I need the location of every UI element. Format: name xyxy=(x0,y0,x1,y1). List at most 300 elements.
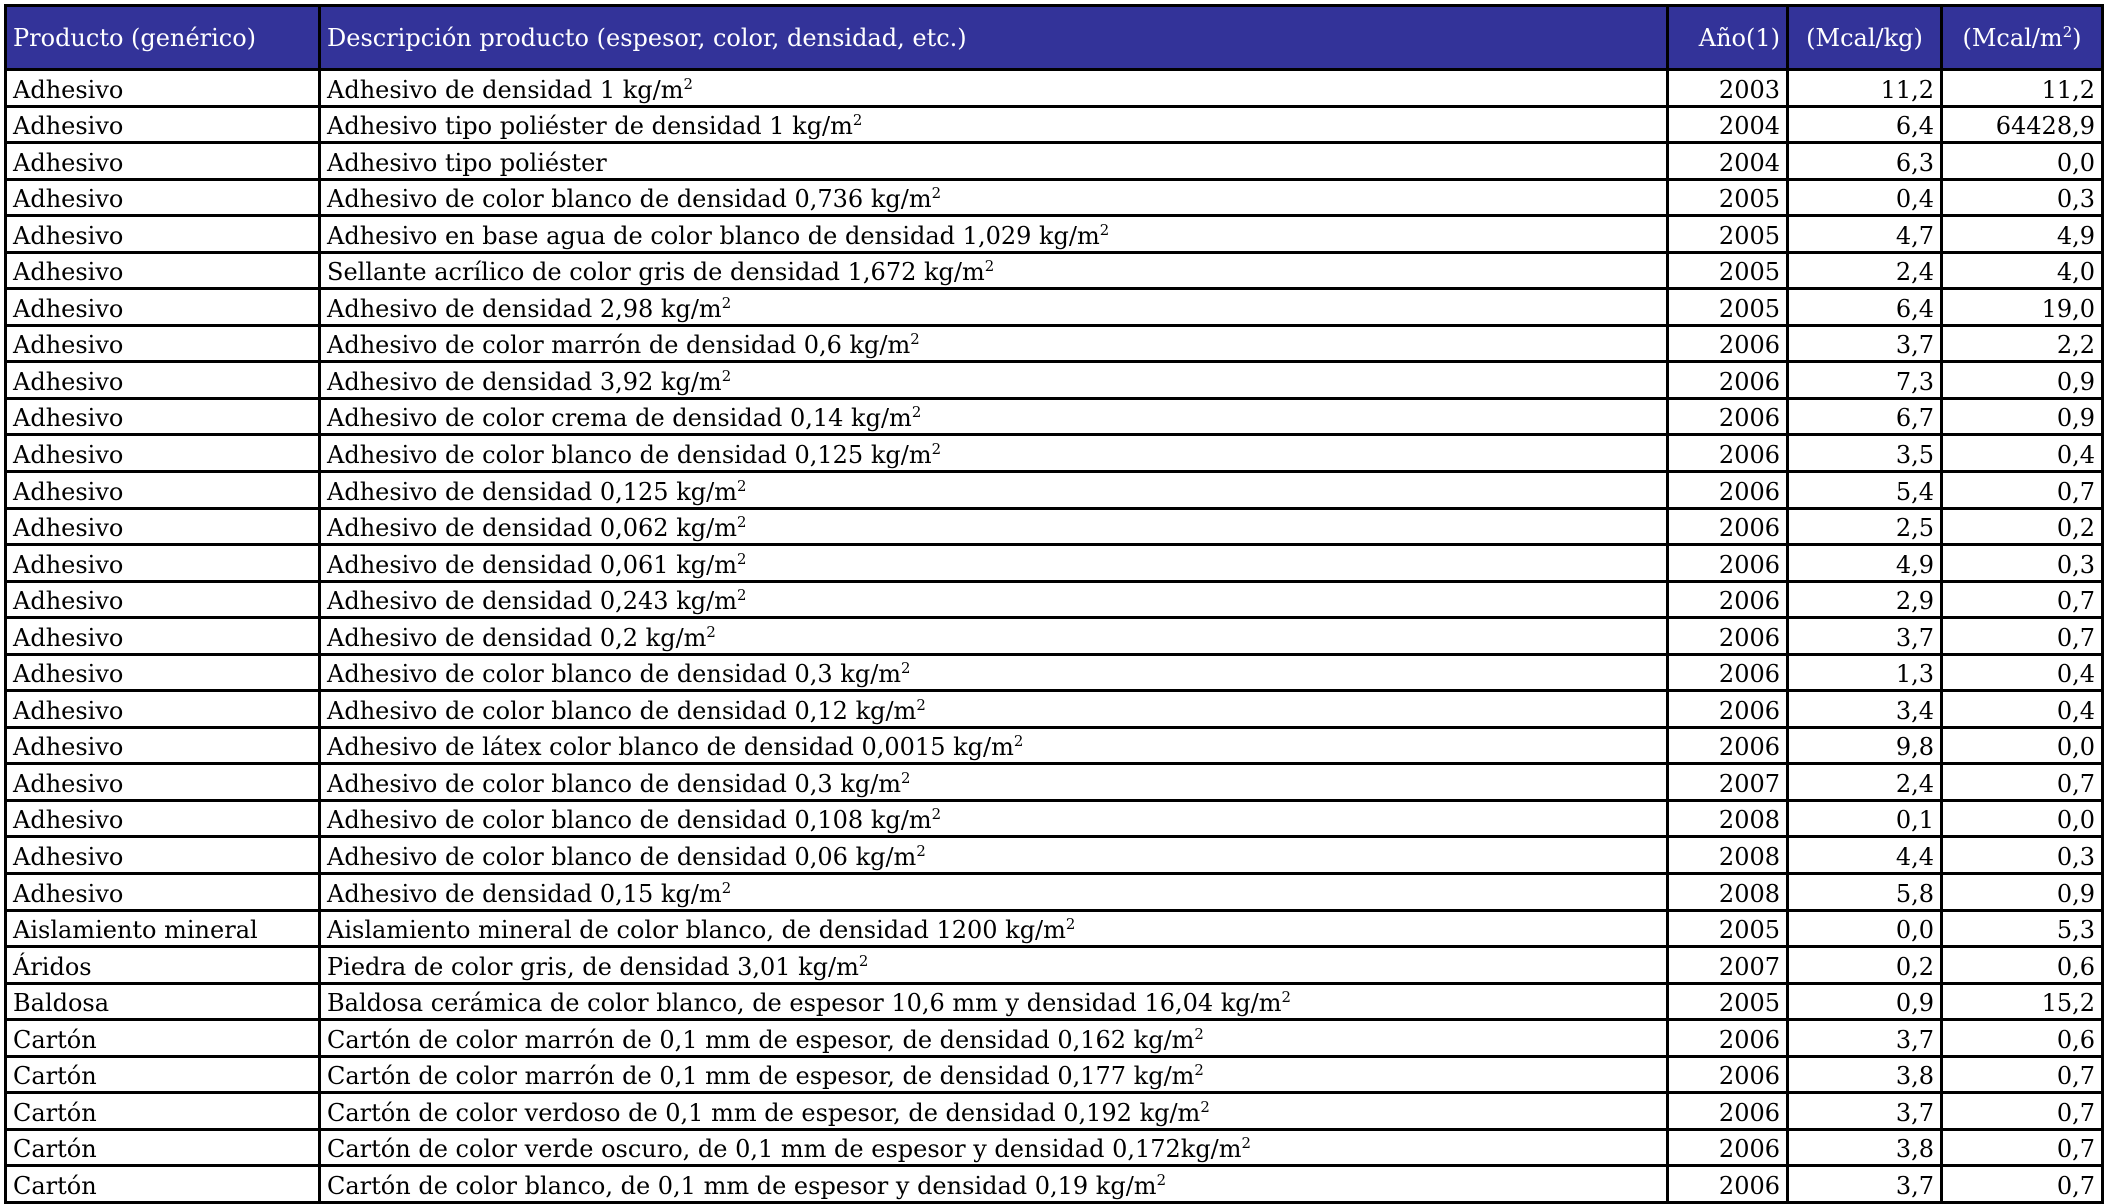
cell-description-text: Adhesivo de densidad 0,243 kg/m xyxy=(327,587,737,616)
cell-year-text: 2008 xyxy=(1718,843,1780,872)
cell-mcal-kg-text: 2,4 xyxy=(1895,769,1934,798)
cell-year-text: 2006 xyxy=(1718,1135,1780,1164)
cell-year-text: 2005 xyxy=(1718,989,1780,1018)
cell-product-text: Adhesivo xyxy=(13,185,124,214)
cell-mcal-m2-text: 0,7 xyxy=(2056,1171,2095,1200)
cell-mcal-kg xyxy=(1788,362,1942,399)
cell-mcal-m2 xyxy=(1942,581,2103,618)
cell-year xyxy=(1668,252,1788,289)
unit-superscript: 2 xyxy=(1013,732,1024,751)
cell-description-text: Adhesivo de látex color blanco de densidad 0,0015 kg/m xyxy=(327,733,1014,762)
unit-superscript: 2 xyxy=(852,111,863,130)
cell-mcal-m2-text: 2,2 xyxy=(2056,331,2095,360)
cell-year-text: 2006 xyxy=(1718,1025,1780,1054)
cell-product xyxy=(6,947,320,984)
cell-year xyxy=(1668,874,1788,911)
cell-mcal-m2 xyxy=(1942,1020,2103,1057)
cell-mcal-m2-text: 4,9 xyxy=(2056,221,2095,250)
header-mcal-kg: (Mcal/kg) xyxy=(1788,6,1942,70)
cell-product xyxy=(6,910,320,947)
cell-description xyxy=(320,727,1668,764)
cell-mcal-kg xyxy=(1788,800,1942,837)
cell-description-text: Adhesivo de color blanco de densidad 0,06 kg/m xyxy=(327,843,917,872)
cell-mcal-kg xyxy=(1788,106,1942,143)
cell-product xyxy=(6,1020,320,1057)
cell-mcal-m2-text: 0,7 xyxy=(2056,587,2095,616)
cell-product-text: Cartón xyxy=(13,1025,97,1054)
cell-product-text: Áridos xyxy=(13,952,92,981)
cell-description-text: Adhesivo de densidad 0,061 kg/m xyxy=(327,550,737,579)
header-mcal-m2-sup: 2 xyxy=(2062,22,2073,41)
cell-product-text: Adhesivo xyxy=(13,623,124,652)
cell-mcal-kg xyxy=(1788,545,1942,582)
cell-mcal-kg-text: 6,4 xyxy=(1895,112,1934,141)
cell-mcal-kg xyxy=(1788,70,1942,107)
cell-mcal-m2-text: 0,7 xyxy=(2056,477,2095,506)
cell-year xyxy=(1668,325,1788,362)
table-row xyxy=(6,837,2103,874)
cell-description-text: Cartón de color verdoso de 0,1 mm de espesor, de densidad 0,192 kg/m xyxy=(327,1098,1201,1127)
cell-year-text: 2006 xyxy=(1718,1098,1780,1127)
table-row xyxy=(6,764,2103,801)
cell-description xyxy=(320,947,1668,984)
cell-product xyxy=(6,70,320,107)
table-row xyxy=(6,691,2103,728)
cell-year-text: 2006 xyxy=(1718,623,1780,652)
cell-mcal-kg-text: 0,9 xyxy=(1895,989,1934,1018)
cell-description-text: Adhesivo de densidad 0,2 kg/m xyxy=(327,623,707,652)
cell-mcal-kg xyxy=(1788,398,1942,435)
cell-product xyxy=(6,216,320,253)
cell-mcal-m2-text: 0,4 xyxy=(2056,660,2095,689)
cell-year-text: 2005 xyxy=(1718,185,1780,214)
cell-product xyxy=(6,508,320,545)
cell-year-text: 2006 xyxy=(1718,404,1780,433)
cell-description xyxy=(320,435,1668,472)
cell-mcal-m2 xyxy=(1942,1056,2103,1093)
cell-mcal-m2 xyxy=(1942,691,2103,728)
cell-product-text: Adhesivo xyxy=(13,258,124,287)
table-row xyxy=(6,289,2103,326)
cell-year xyxy=(1668,1020,1788,1057)
cell-description xyxy=(320,581,1668,618)
cell-year xyxy=(1668,800,1788,837)
cell-description xyxy=(320,362,1668,399)
cell-product-text: Adhesivo xyxy=(13,769,124,798)
cell-mcal-kg-text: 6,4 xyxy=(1895,294,1934,323)
cell-mcal-m2 xyxy=(1942,325,2103,362)
cell-description xyxy=(320,800,1668,837)
cell-mcal-m2-text: 19,0 xyxy=(2041,294,2095,323)
unit-superscript: 2 xyxy=(1281,988,1291,1007)
cell-mcal-m2-text: 0,0 xyxy=(2056,733,2095,762)
cell-year-text: 2004 xyxy=(1718,112,1780,141)
cell-mcal-kg-text: 3,8 xyxy=(1895,1062,1934,1091)
cell-description xyxy=(320,179,1668,216)
cell-mcal-m2-text: 0,9 xyxy=(2056,404,2095,433)
cell-description-text: Baldosa cerámica de color blanco, de espesor 10,6 mm y densidad 16,04 kg/m xyxy=(327,989,1282,1018)
table-row xyxy=(6,581,2103,618)
cell-product-text: Adhesivo xyxy=(13,331,124,360)
cell-year xyxy=(1668,654,1788,691)
cell-product-text: Adhesivo xyxy=(13,477,124,506)
cell-product xyxy=(6,252,320,289)
cell-year xyxy=(1668,70,1788,107)
cell-mcal-kg-text: 6,7 xyxy=(1895,404,1934,433)
cell-mcal-kg-text: 0,0 xyxy=(1895,916,1934,945)
cell-year xyxy=(1668,910,1788,947)
cell-year xyxy=(1668,398,1788,435)
cell-mcal-kg xyxy=(1788,691,1942,728)
cell-mcal-m2 xyxy=(1942,654,2103,691)
cell-year xyxy=(1668,727,1788,764)
cell-mcal-m2 xyxy=(1942,983,2103,1020)
cell-description-text: Adhesivo de densidad 0,062 kg/m xyxy=(327,514,737,543)
cell-mcal-m2-text: 0,4 xyxy=(2056,696,2095,725)
unit-superscript: 2 xyxy=(911,403,922,422)
cell-product-text: Adhesivo xyxy=(13,221,124,250)
cell-mcal-kg xyxy=(1788,508,1942,545)
unit-superscript: 2 xyxy=(931,440,942,459)
cell-product xyxy=(6,1093,320,1130)
cell-year xyxy=(1668,1129,1788,1166)
cell-description-text: Cartón de color verde oscuro, de 0,1 mm de espesor y densidad 0,172kg/m xyxy=(327,1135,1242,1164)
table-row xyxy=(6,1020,2103,1057)
cell-mcal-m2-text: 0,7 xyxy=(2056,1135,2095,1164)
cell-mcal-kg xyxy=(1788,874,1942,911)
cell-mcal-kg xyxy=(1788,1093,1942,1130)
cell-year-text: 2007 xyxy=(1718,952,1780,981)
cell-mcal-kg-text: 7,3 xyxy=(1895,367,1934,396)
header-description: Descripción producto (espesor, color, densidad, etc.) xyxy=(320,6,1668,70)
cell-year-text: 2008 xyxy=(1718,879,1780,908)
table-row xyxy=(6,1129,2103,1166)
cell-description-text: Adhesivo de densidad 3,92 kg/m xyxy=(327,367,722,396)
unit-superscript: 2 xyxy=(1241,1134,1251,1153)
unit-superscript: 2 xyxy=(1194,1061,1204,1080)
cell-mcal-m2 xyxy=(1942,398,2103,435)
cell-description xyxy=(320,1093,1668,1130)
unit-superscript: 2 xyxy=(1194,1024,1204,1043)
cell-description xyxy=(320,837,1668,874)
cell-mcal-kg-text: 0,1 xyxy=(1895,806,1934,835)
cell-product xyxy=(6,618,320,655)
cell-mcal-m2-text: 0,6 xyxy=(2056,952,2095,981)
cell-year-text: 2008 xyxy=(1718,806,1780,835)
cell-mcal-kg xyxy=(1788,654,1942,691)
cell-mcal-m2 xyxy=(1942,764,2103,801)
cell-year-text: 2005 xyxy=(1718,221,1780,250)
cell-mcal-kg xyxy=(1788,727,1942,764)
cell-mcal-m2 xyxy=(1942,1129,2103,1166)
cell-mcal-kg-text: 3,8 xyxy=(1895,1135,1934,1164)
table-row xyxy=(6,70,2103,107)
cell-year-text: 2006 xyxy=(1718,1171,1780,1200)
cell-mcal-kg-text: 5,8 xyxy=(1895,879,1934,908)
cell-product xyxy=(6,545,320,582)
cell-product-text: Adhesivo xyxy=(13,550,124,579)
cell-description-text: Cartón de color marrón de 0,1 mm de espesor, de densidad 0,162 kg/m xyxy=(327,1025,1195,1054)
cell-year-text: 2006 xyxy=(1718,696,1780,725)
cell-year xyxy=(1668,764,1788,801)
unit-superscript: 2 xyxy=(736,513,747,532)
cell-year xyxy=(1668,143,1788,180)
cell-description xyxy=(320,398,1668,435)
cell-product xyxy=(6,874,320,911)
cell-mcal-kg xyxy=(1788,1166,1942,1203)
cell-mcal-m2 xyxy=(1942,947,2103,984)
cell-year xyxy=(1668,435,1788,472)
cell-description xyxy=(320,910,1668,947)
cell-mcal-m2-text: 0,3 xyxy=(2056,843,2095,872)
cell-mcal-kg xyxy=(1788,618,1942,655)
cell-product-text: Adhesivo xyxy=(13,843,124,872)
header-mcal-m2-prefix: (Mcal/m xyxy=(1962,23,2063,52)
cell-mcal-m2 xyxy=(1942,179,2103,216)
header-product: Producto (genérico) xyxy=(6,6,320,70)
table-row xyxy=(6,362,2103,399)
unit-superscript: 2 xyxy=(706,622,716,641)
cell-product xyxy=(6,800,320,837)
cell-year-text: 2006 xyxy=(1718,733,1780,762)
cell-mcal-m2 xyxy=(1942,143,2103,180)
cell-product xyxy=(6,727,320,764)
cell-product-text: Adhesivo xyxy=(13,806,124,835)
cell-mcal-m2-text: 5,3 xyxy=(2056,916,2095,945)
cell-year-text: 2006 xyxy=(1718,660,1780,689)
cell-mcal-kg xyxy=(1788,179,1942,216)
table-row xyxy=(6,1093,2103,1130)
cell-mcal-m2 xyxy=(1942,70,2103,107)
cell-mcal-m2-text: 64428,9 xyxy=(1995,112,2095,141)
cell-year xyxy=(1668,545,1788,582)
table-row xyxy=(6,910,2103,947)
cell-mcal-kg-text: 3,7 xyxy=(1895,331,1934,360)
cell-mcal-kg-text: 4,7 xyxy=(1895,221,1934,250)
cell-year-text: 2003 xyxy=(1718,75,1780,104)
cell-description-text: Adhesivo de densidad 0,15 kg/m xyxy=(327,879,722,908)
cell-year-text: 2006 xyxy=(1718,477,1780,506)
table-row xyxy=(6,874,2103,911)
cell-mcal-m2-text: 11,2 xyxy=(2041,75,2095,104)
cell-mcal-kg xyxy=(1788,581,1942,618)
cell-mcal-kg-text: 2,5 xyxy=(1895,514,1934,543)
unit-superscript: 2 xyxy=(901,768,911,787)
cell-mcal-kg xyxy=(1788,1056,1942,1093)
cell-year-text: 2006 xyxy=(1718,550,1780,579)
cell-mcal-kg-text: 1,3 xyxy=(1895,660,1934,689)
cell-product xyxy=(6,435,320,472)
cell-mcal-kg-text: 5,4 xyxy=(1895,477,1934,506)
cell-description-text: Adhesivo de color blanco de densidad 0,3 kg/m xyxy=(327,769,902,798)
cell-product xyxy=(6,398,320,435)
cell-product-text: Cartón xyxy=(13,1171,97,1200)
cell-mcal-m2-text: 0,2 xyxy=(2056,514,2095,543)
cell-mcal-kg xyxy=(1788,1020,1942,1057)
cell-mcal-m2 xyxy=(1942,252,2103,289)
cell-mcal-kg xyxy=(1788,764,1942,801)
unit-superscript: 2 xyxy=(916,842,926,861)
cell-description-text: Adhesivo tipo poliéster de densidad 1 kg/m xyxy=(327,112,853,141)
table-row xyxy=(6,618,2103,655)
header-year: Año(1) xyxy=(1668,6,1788,70)
cell-product-text: Adhesivo xyxy=(13,367,124,396)
cell-mcal-kg xyxy=(1788,216,1942,253)
cell-product-text: Adhesivo xyxy=(13,696,124,725)
cell-mcal-m2 xyxy=(1942,800,2103,837)
cell-mcal-kg-text: 0,2 xyxy=(1895,952,1934,981)
cell-product xyxy=(6,1056,320,1093)
cell-mcal-m2-text: 0,7 xyxy=(2056,623,2095,652)
cell-description-text: Adhesivo de densidad 0,125 kg/m xyxy=(327,477,737,506)
cell-mcal-kg xyxy=(1788,435,1942,472)
cell-year xyxy=(1668,362,1788,399)
cell-description-text: Adhesivo de color crema de densidad 0,14 kg/m xyxy=(327,404,912,433)
cell-mcal-kg-text: 4,9 xyxy=(1895,550,1934,579)
cell-mcal-kg-text: 2,9 xyxy=(1895,587,1934,616)
cell-description-text: Adhesivo de color blanco de densidad 0,108 kg/m xyxy=(327,806,932,835)
unit-superscript: 2 xyxy=(1065,915,1076,934)
cell-description xyxy=(320,1056,1668,1093)
cell-description xyxy=(320,143,1668,180)
unit-superscript: 2 xyxy=(1200,1097,1210,1116)
unit-superscript: 2 xyxy=(901,659,911,678)
cell-product xyxy=(6,837,320,874)
cell-description xyxy=(320,1020,1668,1057)
cell-mcal-m2-text: 0,3 xyxy=(2056,550,2095,579)
cell-product-text: Adhesivo xyxy=(13,441,124,470)
cell-description xyxy=(320,252,1668,289)
header-mcal-m2 xyxy=(1942,6,2103,70)
unit-superscript: 2 xyxy=(736,549,747,568)
cell-year xyxy=(1668,106,1788,143)
cell-description xyxy=(320,216,1668,253)
cell-description-text: Adhesivo de densidad 2,98 kg/m xyxy=(327,294,722,323)
cell-mcal-m2 xyxy=(1942,545,2103,582)
cell-product-text: Cartón xyxy=(13,1062,97,1091)
cell-description-text: Cartón de color blanco, de 0,1 mm de espesor y densidad 0,19 kg/m xyxy=(327,1171,1157,1200)
cell-description-text: Adhesivo tipo poliéster xyxy=(327,148,607,177)
cell-product-text: Adhesivo xyxy=(13,294,124,323)
cell-year-text: 2005 xyxy=(1718,258,1780,287)
energy-data-table xyxy=(4,4,2104,1204)
cell-mcal-kg xyxy=(1788,289,1942,326)
cell-description-text: Adhesivo en base agua de color blanco de densidad 1,029 kg/m xyxy=(327,221,1100,250)
table-row xyxy=(6,545,2103,582)
cell-mcal-m2-text: 0,9 xyxy=(2056,367,2095,396)
cell-product xyxy=(6,764,320,801)
cell-year-text: 2006 xyxy=(1718,367,1780,396)
unit-superscript: 2 xyxy=(721,293,732,312)
table-row xyxy=(6,983,2103,1020)
cell-mcal-kg xyxy=(1788,947,1942,984)
cell-description xyxy=(320,654,1668,691)
cell-mcal-m2-text: 0,0 xyxy=(2056,806,2095,835)
cell-product-text: Adhesivo xyxy=(13,733,124,762)
cell-description-text: Aislamiento mineral de color blanco, de densidad 1200 kg/m xyxy=(327,916,1066,945)
cell-description xyxy=(320,325,1668,362)
cell-mcal-m2-text: 0,3 xyxy=(2056,185,2095,214)
cell-mcal-m2 xyxy=(1942,472,2103,509)
cell-year-text: 2006 xyxy=(1718,1062,1780,1091)
cell-year xyxy=(1668,581,1788,618)
table-row xyxy=(6,252,2103,289)
cell-mcal-kg-text: 3,7 xyxy=(1895,623,1934,652)
cell-description-text: Adhesivo de color blanco de densidad 0,3 kg/m xyxy=(327,660,902,689)
cell-year xyxy=(1668,508,1788,545)
unit-superscript: 2 xyxy=(683,74,693,93)
table-row xyxy=(6,143,2103,180)
cell-product xyxy=(6,691,320,728)
cell-description xyxy=(320,289,1668,326)
cell-mcal-kg-text: 3,7 xyxy=(1895,1025,1934,1054)
cell-mcal-m2-text: 0,6 xyxy=(2056,1025,2095,1054)
cell-mcal-m2-text: 0,0 xyxy=(2056,148,2095,177)
cell-description-text: Adhesivo de color blanco de densidad 0,12 kg/m xyxy=(327,696,917,725)
cell-description-text: Adhesivo de color blanco de densidad 0,125 kg/m xyxy=(327,441,932,470)
unit-superscript: 2 xyxy=(984,257,995,276)
cell-mcal-m2 xyxy=(1942,362,2103,399)
unit-superscript: 2 xyxy=(1156,1170,1167,1189)
cell-mcal-kg xyxy=(1788,252,1942,289)
unit-superscript: 2 xyxy=(910,330,920,349)
cell-mcal-m2 xyxy=(1942,106,2103,143)
cell-mcal-m2 xyxy=(1942,837,2103,874)
cell-mcal-kg xyxy=(1788,1129,1942,1166)
unit-superscript: 2 xyxy=(916,695,926,714)
unit-superscript: 2 xyxy=(858,951,869,970)
cell-year-text: 2004 xyxy=(1718,148,1780,177)
cell-mcal-m2-text: 15,2 xyxy=(2041,989,2095,1018)
cell-mcal-kg-text: 3,7 xyxy=(1895,1171,1934,1200)
table-row xyxy=(6,654,2103,691)
cell-description-text: Adhesivo de densidad 1 kg/m xyxy=(327,75,684,104)
table-row xyxy=(6,727,2103,764)
cell-description xyxy=(320,1129,1668,1166)
unit-superscript: 2 xyxy=(721,366,732,385)
cell-product-text: Baldosa xyxy=(13,989,110,1018)
cell-product-text: Adhesivo xyxy=(13,404,124,433)
cell-year xyxy=(1668,1056,1788,1093)
cell-mcal-m2 xyxy=(1942,289,2103,326)
header-mcal-m2-suffix: ) xyxy=(2072,23,2082,52)
table-row xyxy=(6,947,2103,984)
cell-product xyxy=(6,362,320,399)
cell-product-text: Cartón xyxy=(13,1098,97,1127)
cell-year xyxy=(1668,179,1788,216)
table-row xyxy=(6,800,2103,837)
cell-product xyxy=(6,179,320,216)
cell-description xyxy=(320,691,1668,728)
cell-product-text: Adhesivo xyxy=(13,660,124,689)
cell-year xyxy=(1668,1166,1788,1203)
cell-product xyxy=(6,654,320,691)
cell-mcal-kg xyxy=(1788,983,1942,1020)
table-row xyxy=(6,179,2103,216)
cell-mcal-m2 xyxy=(1942,910,2103,947)
cell-description-text: Cartón de color marrón de 0,1 mm de espesor, de densidad 0,177 kg/m xyxy=(327,1062,1195,1091)
cell-mcal-m2-text: 0,4 xyxy=(2056,441,2095,470)
cell-description xyxy=(320,472,1668,509)
unit-superscript: 2 xyxy=(1099,220,1110,239)
cell-year-text: 2005 xyxy=(1718,294,1780,323)
cell-description-text: Adhesivo de color marrón de densidad 0,6 kg/m xyxy=(327,331,911,360)
unit-superscript: 2 xyxy=(736,476,747,495)
cell-product xyxy=(6,983,320,1020)
cell-description xyxy=(320,983,1668,1020)
cell-description-text: Adhesivo de color blanco de densidad 0,736 kg/m xyxy=(327,185,932,214)
cell-year-text: 2006 xyxy=(1718,514,1780,543)
